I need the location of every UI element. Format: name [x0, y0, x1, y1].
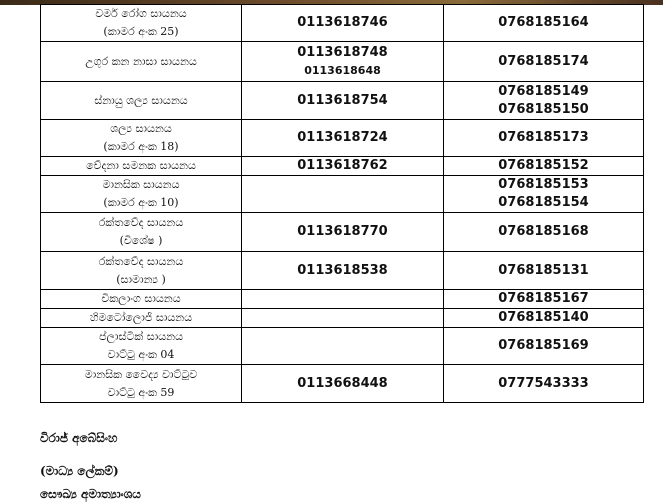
clinic-name-cell	[41, 309, 242, 328]
clinic-name-cell	[41, 42, 242, 82]
clinic-name-cell	[41, 157, 242, 176]
landline-cell	[242, 290, 444, 309]
mobile-number: 0768185150	[498, 101, 589, 117]
mobile-number: 0768185140	[498, 310, 589, 325]
landline-number: 0113618648	[304, 63, 381, 77]
clinic-name: විකලාංග සායනය	[101, 292, 181, 305]
mobile-cell	[444, 365, 644, 403]
clinic-name-cell	[41, 82, 242, 120]
landline-cell	[242, 120, 444, 157]
landline-number: 0113618724	[297, 130, 388, 145]
clinic-name: වාට්ටු අංක 59	[107, 385, 175, 399]
table-row	[41, 328, 644, 365]
mobile-number: 0777543333	[498, 375, 589, 391]
mobile-number: 0768185173	[498, 130, 589, 145]
landline-cell	[242, 42, 444, 82]
landline-cell	[242, 252, 444, 290]
table-row	[41, 213, 644, 252]
clinic-name: වර්ම රෝග සායනය	[95, 7, 187, 20]
table-row	[41, 120, 644, 157]
landline-cell	[242, 176, 444, 213]
mobile-number: 0768185154	[498, 195, 589, 210]
landline-number: 0113618754	[297, 92, 388, 108]
clinic-name-cell	[41, 176, 242, 213]
mobile-cell	[444, 42, 644, 82]
clinic-name: (කාමර අංක 18)	[103, 140, 179, 153]
table-row	[41, 290, 644, 309]
signature-ministry: සෞඛ්‍ය අමාත්‍යාංශය	[40, 487, 141, 501]
table-row	[41, 157, 644, 176]
landline-cell	[242, 5, 444, 42]
mobile-number: 0768185168	[498, 224, 589, 239]
landline-number: 0113668448	[297, 375, 388, 391]
clinic-name: වාට්ටු අංක 04	[107, 348, 175, 361]
clinic-name: (සාමාන්‍ය )	[116, 272, 166, 286]
clinic-name: මානසික සායනය	[102, 178, 180, 191]
landline-number: 0113618762	[297, 158, 388, 173]
table-row	[41, 176, 644, 213]
clinic-name-cell	[41, 252, 242, 290]
mobile-cell	[444, 328, 644, 365]
mobile-number: 0768185152	[498, 158, 589, 173]
clinic-contact-table	[40, 4, 644, 403]
clinic-name: (කාමර අංක 10)	[103, 196, 179, 209]
mobile-cell	[444, 120, 644, 157]
mobile-number: 0768185169	[498, 338, 589, 353]
clinic-name: ප්ලාස්ටික් සායනය	[99, 330, 183, 343]
mobile-cell	[444, 82, 644, 120]
mobile-cell	[444, 213, 644, 252]
clinic-name: (කාමර අංක 25)	[103, 25, 179, 38]
mobile-cell	[444, 5, 644, 42]
table-row	[41, 82, 644, 120]
mobile-cell	[444, 252, 644, 290]
clinic-name: (විශේෂ )	[119, 234, 163, 247]
landline-cell	[242, 328, 444, 365]
landline-number: 0113618746	[297, 15, 388, 30]
mobile-cell	[444, 157, 644, 176]
clinic-name: මානසික වෛද්‍ය වාට්ටුව	[84, 367, 198, 381]
mobile-number: 0768185164	[498, 15, 589, 30]
clinic-name: ශල්‍ය සායනය	[110, 122, 172, 135]
table-row	[41, 252, 644, 290]
table-row	[41, 5, 644, 42]
table-row	[41, 42, 644, 82]
mobile-cell	[444, 176, 644, 213]
clinic-name-cell	[41, 365, 242, 403]
clinic-name: රක්තවේද සායනය	[98, 254, 184, 268]
clinic-name: උගුර කන නාසා සායනය	[85, 54, 197, 68]
clinic-name-cell	[41, 120, 242, 157]
landline-cell	[242, 309, 444, 328]
mobile-number: 0768185131	[498, 262, 589, 278]
landline-cell	[242, 82, 444, 120]
mobile-number: 0768185153	[498, 177, 589, 192]
clinic-name-cell	[41, 290, 242, 309]
mobile-cell	[444, 309, 644, 328]
clinic-name: වේදනා සමනක සායනය	[86, 159, 196, 172]
landline-number: 0113618748	[297, 44, 388, 60]
landline-number: 0113618770	[297, 224, 388, 239]
mobile-number: 0768185149	[498, 83, 589, 99]
signature-name: විරාජ් අබේසිංහ	[40, 431, 118, 445]
landline-cell	[242, 157, 444, 176]
clinic-name-cell	[41, 328, 242, 365]
table-row	[41, 365, 644, 403]
clinic-name-cell	[41, 5, 242, 42]
clinic-name: රක්තවේද සායනය	[98, 216, 184, 229]
clinic-name-cell	[41, 213, 242, 252]
mobile-cell	[444, 290, 644, 309]
clinic-name: හිමටෝලොජි සායනය	[89, 311, 193, 324]
table-row	[41, 309, 644, 328]
landline-number: 0113618538	[297, 262, 388, 278]
signature-title: (මාධ්‍ය ලේකම්)	[40, 464, 119, 478]
landline-cell	[242, 365, 444, 403]
landline-cell	[242, 213, 444, 252]
mobile-number: 0768185167	[498, 291, 589, 306]
clinic-name: ස්නායු ශල්‍ය සායනය	[94, 93, 188, 107]
mobile-number: 0768185174	[498, 53, 589, 69]
